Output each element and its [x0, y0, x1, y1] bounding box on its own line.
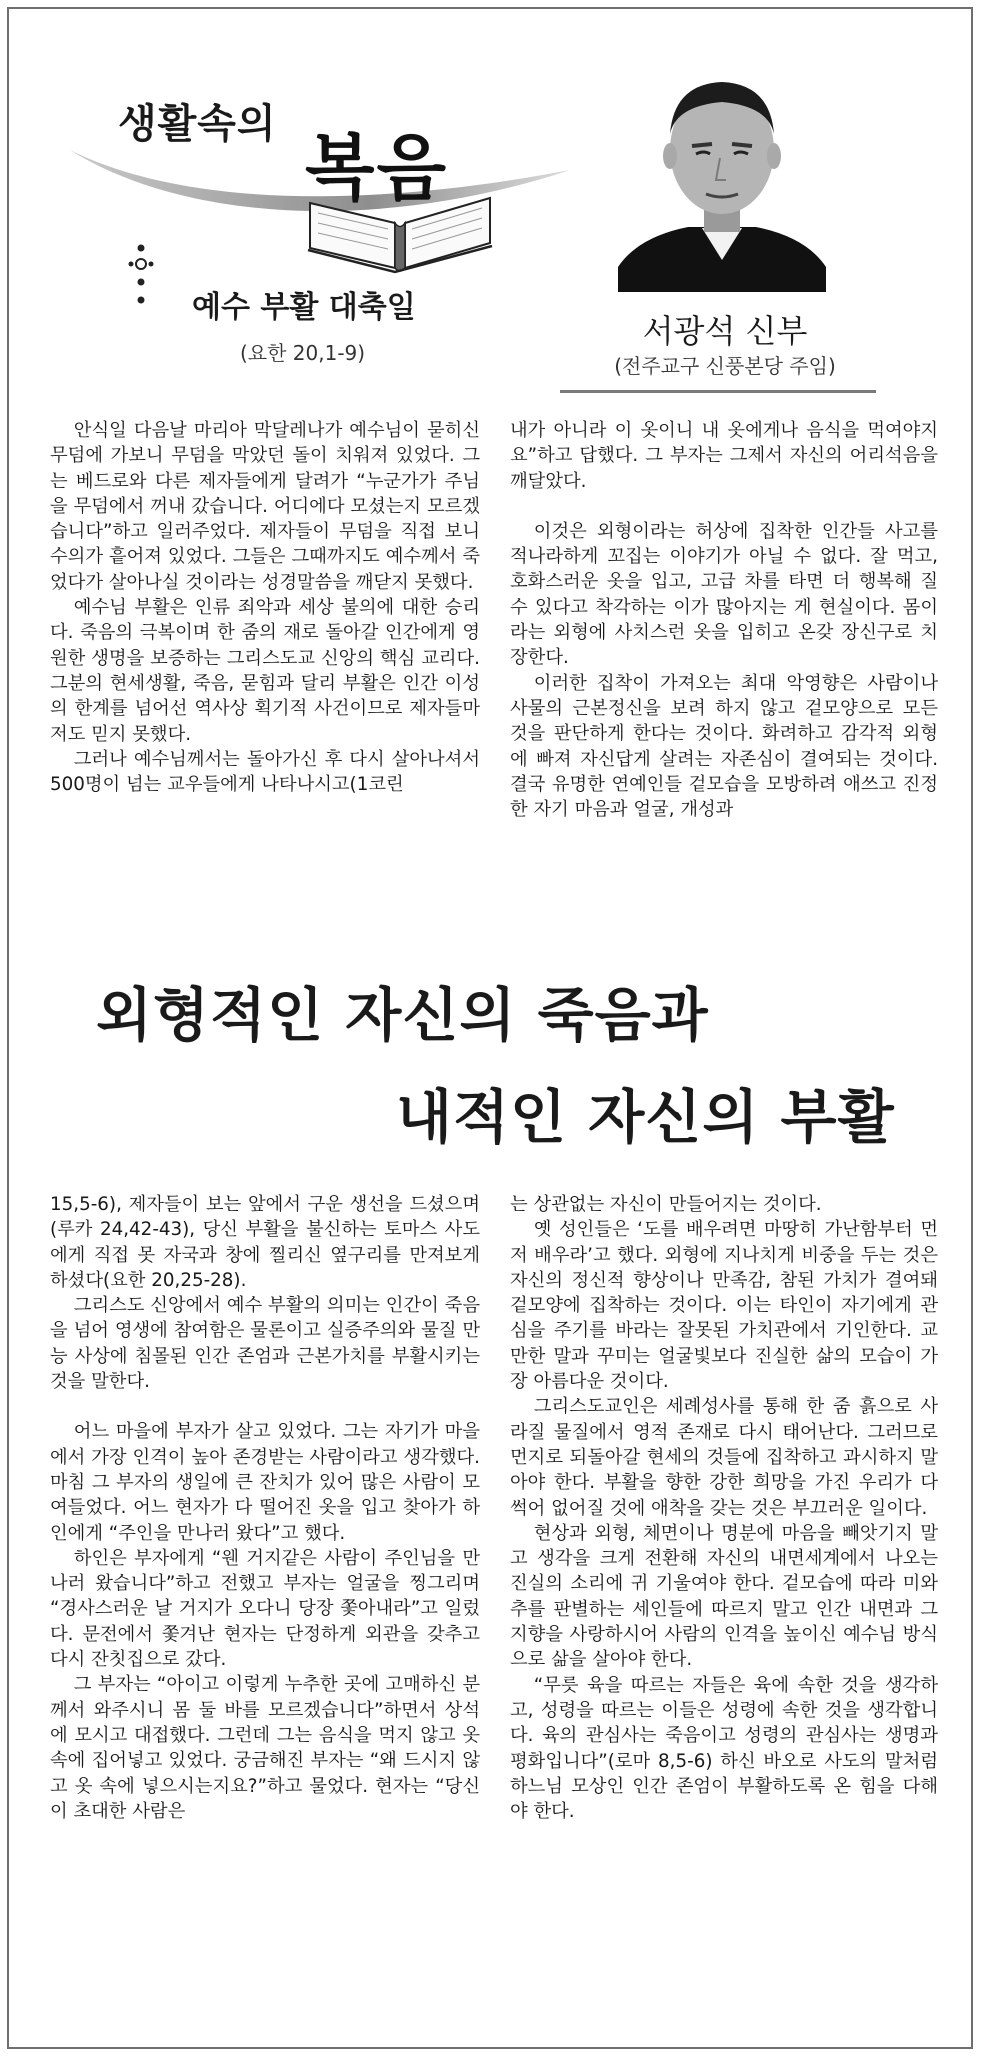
scripture-reference: (요한 20,1-9): [240, 341, 366, 365]
paragraph: 현상과 외형, 체면이나 명분에 마음을 빼앗기지 말고 생각을 크게 전환해 자신의 내면세계에서 나오는 진실의 소리에 귀 기울여야 한다. 겉모습에 따라 미와 추를 판별하는 세인들에 따르지 말고 인간 내면과 그 지향을 사랑하시어 사람의 인격을 높이신 예수님 방식으로 삶을 살아야 한다.: [510, 1522, 938, 1671]
paragraph: 이러한 집착이 가져오는 최대 악영향은 사람이나 사물의 근본정신을 보려 하지 않고 겉모양으로 모든 것을 판단하게 한다는 것이다. 화려하고 감각적 외형에 빠져 자신답게 살려는 자존심이 결여되는 것이다. 결국 유명한 연예인들 겉모습을 모방하려 애쓰고 진정한 자기 마음과 얼굴, 개성과: [510, 672, 938, 821]
headline-line-1: 외형적인 자신의 죽음과: [96, 981, 709, 1049]
paragraph: 내가 아니라 이 옷이니 내 옷에게나 음식을 먹여야지요”하고 답했다. 그 부자는 그제서 자신의 어리석음을 깨달았다.: [510, 420, 938, 492]
paragraph: 15,5-6), 제자들이 보는 앞에서 구운 생선을 드셨으며(루카 24,42-43), 당신 부활을 불신하는 토마스 사도에게 직접 못 자국과 창에 찔리신 옆구리를 만져보게 하셨다(요한 20,25-28).: [50, 1194, 480, 1291]
paragraph: 이것은 외형이라는 허상에 집착한 인간들 사고를 적나라하게 꼬집는 이야기가 아닐 수 없다. 잘 먹고, 호화스러운 옷을 입고, 고급 차를 타면 더 행복해 질 수 있다고 착각하는 이가 많아지는 게 현실이다. 몸이라는 외형에 사치스런 옷을 입히고 온갖 장신구로 치장한다.: [510, 520, 938, 669]
paragraph: 어느 마을에 부자가 살고 있었다. 그는 자기가 마을에서 가장 인격이 높아 존경받는 사람이라고 생각했다. 마침 그 부자의 생일에 큰 잔치가 있어 많은 사람이 모여들었다. 어느 현자가 다 떨어진 옷을 입고 찾아가 하인에게 “주인을 만나러 왔다”고 했다.: [50, 1421, 480, 1544]
author-name: 서광석 신부: [642, 312, 808, 350]
column-subtitle: 예수 부활 대축일: [192, 290, 416, 325]
series-title-small: 생활속의: [118, 101, 277, 147]
body-column-top-right: [510, 418, 938, 822]
paragraph: “무릇 육을 따르는 자들은 육에 속한 것을 생각하고, 성령을 따르는 이들은 성령에 속한 것을 생각합니다. 육의 관심사는 죽음이고 성령의 관심사는 생명과 평화입니다”(로마 8,5-6) 하신 바오로 사도의 말처럼 하느님 모상인 인간 존엄이 부활하도록 온 힘을 다해야 한다.: [510, 1674, 938, 1823]
paragraph: 옛 성인들은 ‘도를 배우려면 마땅히 가난함부터 먼저 배우라’고 했다. 외형에 지나치게 비중을 두는 것은 자신의 정신적 향상이나 만족감, 참된 가치가 결여돼 겉모양에 집착하는 것이다. 이는 타인이 자기에게 관심을 주기를 바라는 잘못된 가치관에서 기인한다. 교만한 말과 꾸미는 얼굴빛보다 진실한 삶의 모습이 가장 아름다운 것이다.: [510, 1219, 938, 1393]
series-title-big: 복음: [305, 126, 449, 210]
paragraph: 안식일 다음날 마리아 막달레나가 예수님이 묻히신 무덤에 가보니 무덤을 막았던 돌이 치워져 있었다. 그는 베드로와 다른 제자들에게 달려가 “누군가가 주님을 무덤에서 꺼내 갔습니다. 어디에다 모셨는지 모르겠습니다”하고 일러주었다. 제자들이 무덤을 직접 보니 수의가 흩어져 있었다. 그들은 그때까지도 예수께서 죽었다가 살아나실 것이라는 성경말씀을 깨닫지 못했다.: [50, 420, 480, 593]
paragraph: 예수님 부활은 인류 죄악과 세상 불의에 대한 승리다. 죽음의 극복이며 한 줌의 재로 돌아갈 인간에게 영원한 생명을 보증하는 그리스도교 신앙의 핵심 교리다. 그분의 현세생활, 죽음, 묻힘과 달리 부활은 인간 이성의 한계를 넘어선 역사상 획기적 사건이므로 제자들마저도 믿지 못했다.: [50, 597, 480, 745]
dots-ornament-icon: [128, 242, 154, 312]
author-title: (전주교구 신풍본당 주임): [614, 354, 836, 378]
headline-line-2: 내적인 자신의 부활: [396, 1083, 895, 1151]
author-photo: [618, 62, 826, 292]
body-column-top-left: [50, 418, 480, 797]
paragraph: 그리스도 신앙에서 예수 부활의 의미는 인간이 죽음을 넘어 영생에 참여함은 물론이고 실증주의와 물질 만능 사상에 침몰된 인간 존엄과 근본가치를 부활시키는 것을 말한다.: [50, 1295, 480, 1393]
paragraph: 는 상관없는 자신이 만들어지는 것이다.: [510, 1194, 822, 1215]
divider: [560, 390, 876, 393]
body-column-bottom-right: [510, 1192, 938, 1824]
column-header: [0, 0, 984, 410]
body-column-bottom-left: [50, 1192, 480, 1824]
paragraph: 그 부자는 “아이고 이렇게 누추한 곳에 고매하신 분께서 와주시니 몸 둘 바를 모르겠습니다”하면서 상석에 모시고 대접했다. 그런데 그는 음식을 먹지 않고 옷 속에 집어넣고 있었다. 궁금해진 부자는 “왜 드시지 않고 옷 속에 넣으시는지요?”하고 물었다. 현자는 “당신이 초대한 사람은: [50, 1674, 480, 1822]
paragraph: 하인은 부자에게 “웬 거지같은 사람이 주인님을 만나러 왔습니다”하고 전했고 부자는 얼굴을 찡그리며 “경사스러운 날 거지가 오다니 당장 쫓아내라”고 일렀다. 문전에서 쫓겨난 현자는 단정하게 외관을 갖추고 다시 잔칫집으로 갔다.: [50, 1547, 480, 1671]
paragraph: 그리스도교인은 세례성사를 통해 한 줌 흙으로 사라질 물질에서 영적 존재로 다시 태어난다. 그러므로 먼지로 되돌아갈 현세의 것들에 집착하고 과시하지 말아야 한다. 부활을 향한 강한 희망을 가진 우리가 다 썩어 없어질 것에 애착을 갖는 것은 부끄러운 일이다.: [510, 1396, 938, 1519]
paragraph: 그러나 예수님께서는 돌아가신 후 다시 살아나셔서 500명이 넘는 교우들에게 나타나시고(1코린: [50, 748, 480, 796]
